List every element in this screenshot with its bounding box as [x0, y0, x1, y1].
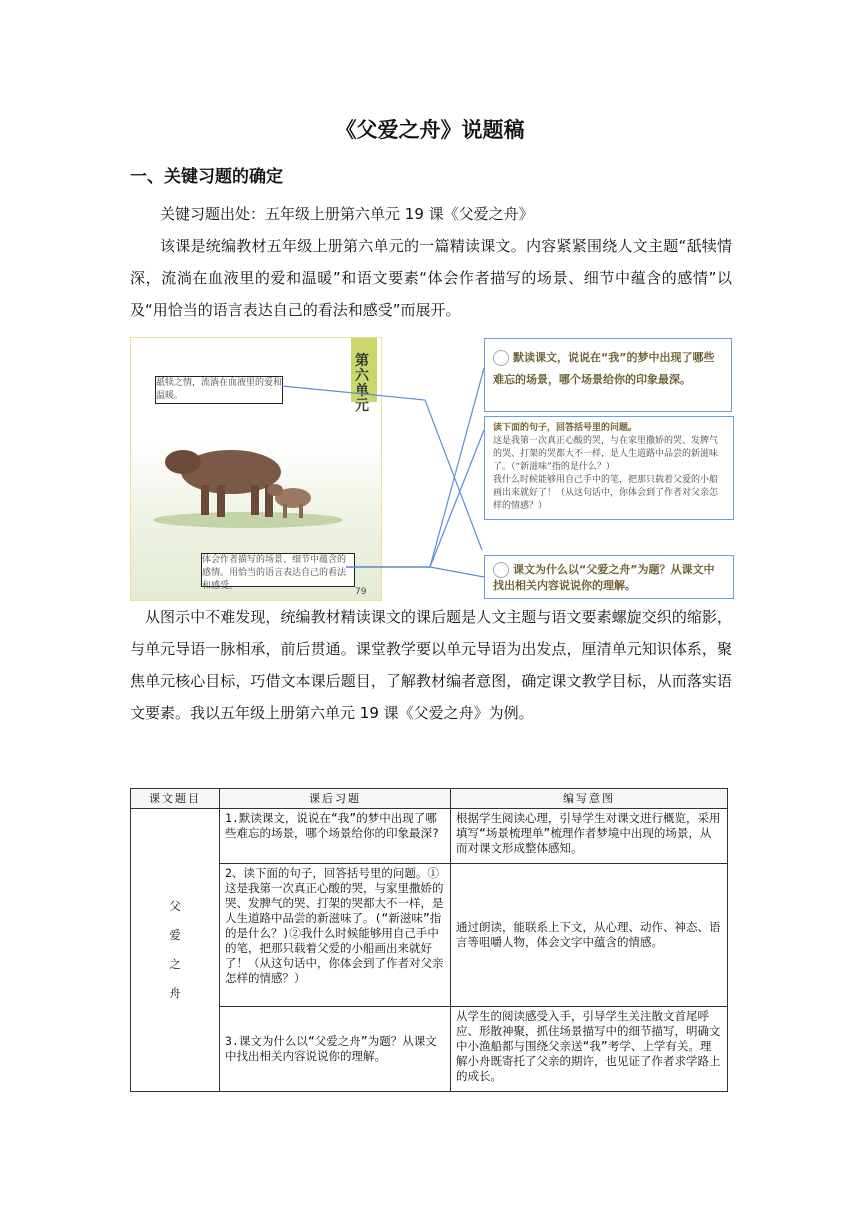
element-box: 体会作者描写的场景、细节中蕴含的感情。用恰当的语言表达自己的看法和感受。 [201, 553, 355, 587]
header-intent: 编写意图 [451, 789, 728, 809]
lesson-char: 之 [169, 957, 181, 971]
exercise-cell: 2、读下面的句子，回答括号里的问题。①这是我第一次真正心酸的哭，与家里撒娇的哭、发脾气的哭、打架的哭都大不一样，是人生道路中品尝的新滋味了。(“新滋味”指的是什么？)②我什么时候能够用自己手中的笔，把那只载着父爱的小船画出来就好了！（从这句话中，你体会到了作者对父亲怎样的情感？） [220, 864, 451, 1007]
question-box-2 [484, 416, 734, 520]
number-icon [493, 562, 509, 578]
lesson-char: 舟 [169, 986, 181, 1000]
analysis-paragraph: 从图示中不难发现，统编教材精读课文的课后题是人文主题与语文要素螺旋交织的缩影，与单元导语一脉相承，前后贯通。课堂教学要以单元导语为出发点，厘清单元知识体系，聚焦单元核心目标，巧借文本课后题目，了解教材编者意图，确定课文教学目标，从而落实语文要素。我以五年级上册第六单元 19 课《父爱之舟》为例。 [130, 608, 732, 722]
page-title: 《父爱之舟》说题稿 [335, 118, 525, 142]
header-exercise: 课后习题 [220, 789, 451, 809]
source-paragraph: 关键习题出处：五年级上册第六单元 19 课《父爱之舟》 [160, 205, 534, 223]
question-2-a: 这是我第一次真正心酸的哭，与在家里撒娇的哭、发脾气的哭、打架的哭都大不一样，是人生道路中品尝的新滋味了。（“新滋味”指的是什么？） [493, 436, 719, 472]
intent-cell: 从学生的阅读感受入手，引导学生关注散文首尾呼应、形散神聚，抓住场景描写中的细节描写，明确文中小渔船都与围绕父亲送“我”考学、上学有关。理解小舟既寄托了父亲的期许，也见证了作者求学路上的成长。 [451, 1007, 728, 1092]
theme-box: 舐犊之情，流淌在血液里的爱和温暖。 [155, 376, 283, 404]
table-header-row [131, 789, 728, 809]
connector-element-to-q3b [346, 567, 484, 577]
exercise-table [130, 788, 728, 1092]
page-number: 79 [355, 587, 367, 597]
question-box-3 [484, 555, 734, 599]
connector-element-to-q2 [346, 430, 484, 567]
exercise-cell: 3.课文为什么以“父爱之舟”为题？从课文中找出相关内容说说你的理解。 [220, 1007, 451, 1092]
header-lesson: 课文题目 [131, 789, 220, 809]
connector-element-to-q1 [346, 368, 484, 567]
lesson-char: 父 [169, 899, 181, 913]
exercise-cell: 1.默读课文，说说在“我”的梦中出现了哪些难忘的场景，哪个场景给你的印象最深? [220, 809, 451, 864]
intent-cell: 根据学生阅读心理，引导学生对课文进行概览，采用填写“场景梳理单”梳理作者梦境中出现的场景，从而对课文形成整体感知。 [451, 809, 728, 864]
question-box-1 [484, 338, 732, 412]
intro-paragraph: 该课是统编教材五年级上册第六单元的一篇精读课文。内容紧紧围绕人文主题“舐犊情深，流淌在血液里的爱和温暖”和语文要素“体会作者描写的场景、细节中蕴含的感情”以及“用恰当的语言表达自己的看法和感受”而展开。 [130, 237, 732, 319]
lesson-char: 爱 [169, 928, 181, 942]
table-row [131, 1007, 728, 1092]
connector-theme-to-q3 [282, 386, 482, 550]
lesson-title-cell [131, 809, 220, 1092]
unit-label: 第六单元 [355, 353, 369, 414]
intent-cell: 通过朗读，能联系上下文，从心理、动作、神态、语言等咀嚼人物，体会文字中蕴含的情感。 [451, 864, 728, 1007]
table-row [131, 809, 728, 864]
section-heading: 一、关键习题的确定 [130, 167, 283, 187]
question-3-text: 课文为什么以“父爱之舟”为题？从课文中找出相关内容说说你的理解。 [493, 563, 715, 592]
table-row [131, 864, 728, 1007]
question-2-b: 我什么时候能够用自己手中的笔，把那只载着父爱的小船画出来就好了！（从这句话中，你体会到了作者对父亲怎样的情感？） [493, 475, 719, 511]
number-icon [493, 350, 509, 366]
question-1-text: 默读课文，说说在“我”的梦中出现了哪些难忘的场景，哪个场景给你的印象最深。 [493, 351, 715, 386]
question-2-head: 读下面的句子，回答括号里的问题。 [493, 423, 638, 433]
